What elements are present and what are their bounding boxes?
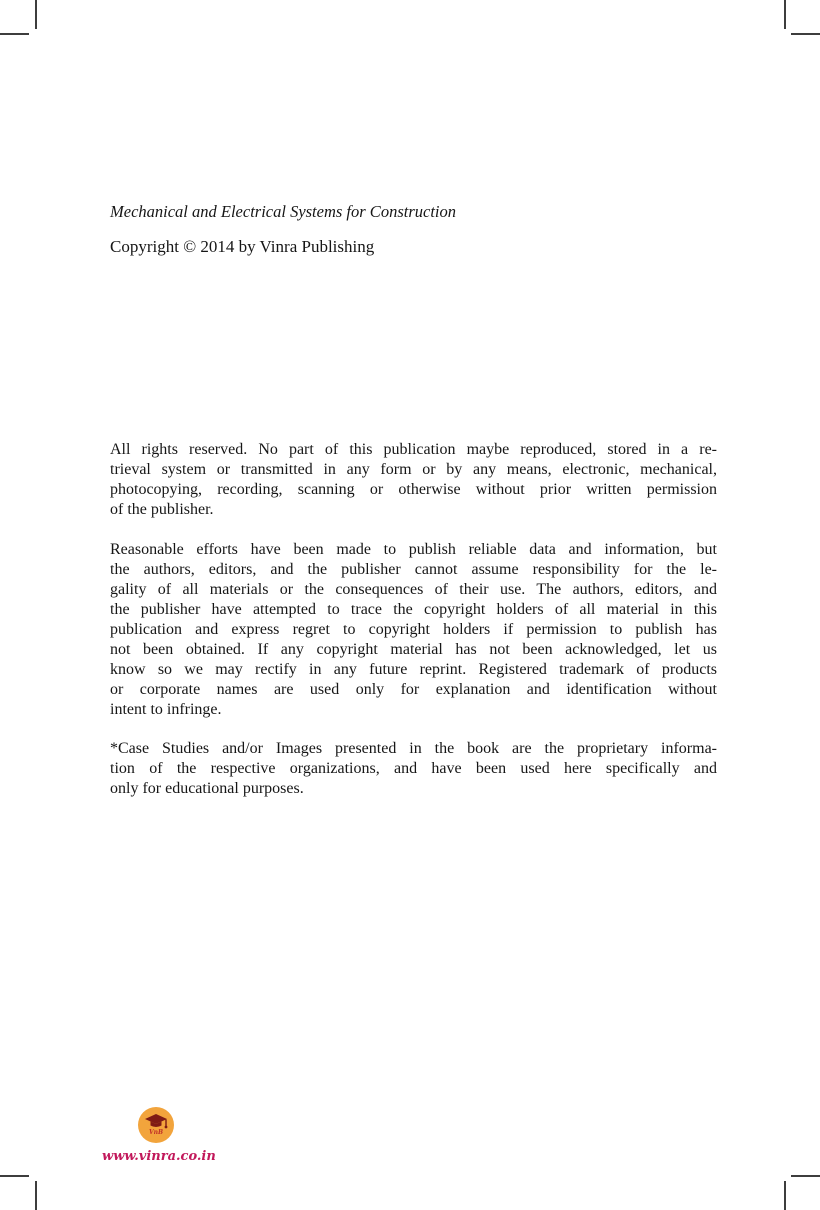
paragraph-line: photocopying, recording, scanning or otherwise without prior written permission <box>110 481 717 498</box>
disclaimer-paragraph <box>110 540 717 720</box>
paragraph-line: or corporate names are used only for explanation and identification without <box>110 681 717 698</box>
publisher-logo <box>138 1107 174 1143</box>
paragraph-line: know so we may rectify in any future reprint. Registered trademark of products <box>110 661 717 678</box>
rights-reserved-paragraph <box>110 440 717 520</box>
crop-mark-bottom-right-vertical <box>784 1181 786 1210</box>
crop-mark-top-left-horizontal <box>0 33 29 35</box>
crop-mark-bottom-left-vertical <box>35 1181 37 1210</box>
paragraph-line: *Case Studies and/or Images presented in the book are the proprietary informa- <box>110 740 717 757</box>
copyright-line: Copyright © 2014 by Vinra Publishing <box>110 237 375 256</box>
crop-mark-top-left-vertical <box>35 0 37 29</box>
case-studies-paragraph <box>110 739 717 799</box>
paragraph-line: not been obtained. If any copyright material has not been acknowledged, let us <box>110 641 717 658</box>
logo-monogram: VnB <box>148 1129 164 1136</box>
paragraph-line: Reasonable efforts have been made to publish reliable data and information, but <box>110 541 717 558</box>
paragraph-line: only for educational purposes. <box>110 780 304 797</box>
paragraph-line: the authors, editors, and the publisher cannot assume responsibility for the le- <box>110 561 717 578</box>
crop-mark-bottom-left-horizontal <box>0 1175 29 1177</box>
paragraph-line: trieval system or transmitted in any form or by any means, electronic, mechanical, <box>110 461 717 478</box>
paragraph-line: tion of the respective organizations, and have been used here specifically and <box>110 760 717 777</box>
paragraph-line: intent to infringe. <box>110 701 222 718</box>
crop-mark-bottom-right-horizontal <box>791 1175 820 1177</box>
paragraph-line: of the publisher. <box>110 501 214 518</box>
crop-mark-top-right-vertical <box>784 0 786 29</box>
paragraph-line: the publisher have attempted to trace the copyright holders of all material in this <box>110 601 717 618</box>
paragraph-line: All rights reserved. No part of this publication maybe reproduced, stored in a re- <box>110 441 717 458</box>
publisher-website: www.vinra.co.in <box>102 1149 216 1164</box>
paragraph-line: gality of all materials or the consequences of their use. The authors, editors, and <box>110 581 717 598</box>
crop-mark-top-right-horizontal <box>791 33 820 35</box>
paragraph-line: publication and express regret to copyright holders if permission to publish has <box>110 621 717 638</box>
book-title: Mechanical and Electrical Systems for Construction <box>110 202 456 221</box>
